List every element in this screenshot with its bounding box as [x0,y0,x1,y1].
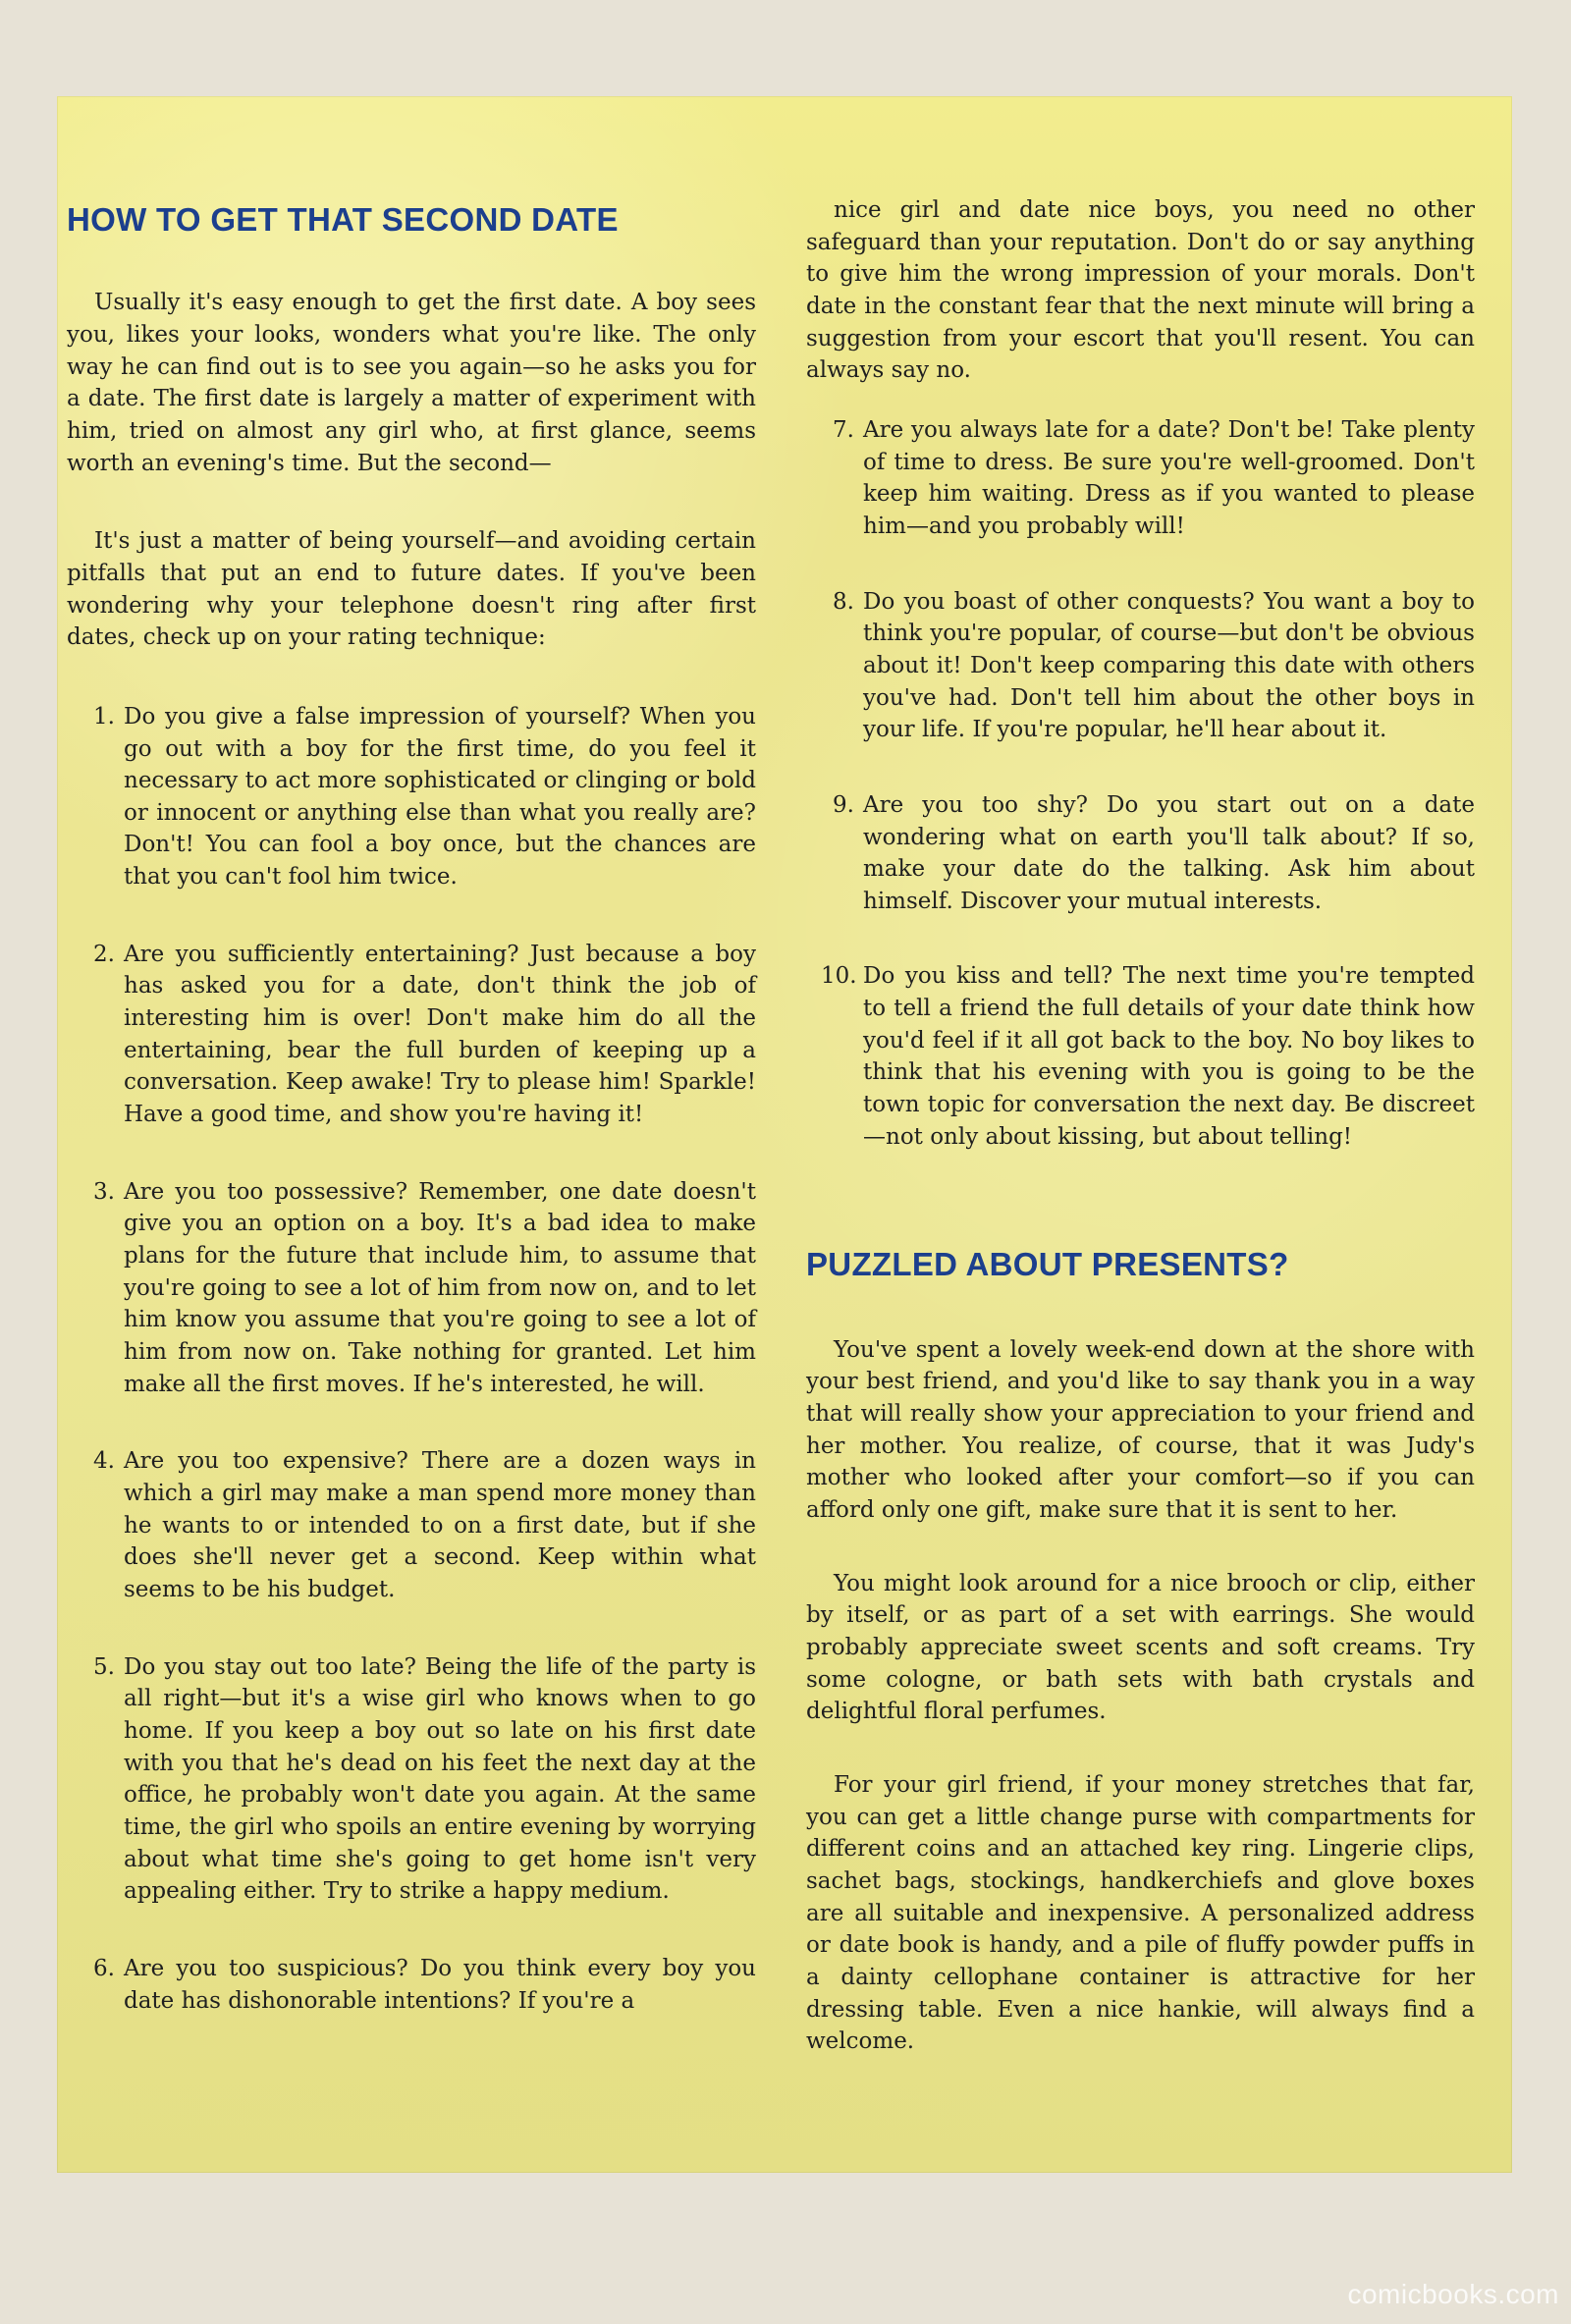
tip-text: Do you kiss and tell? The next time you're tempted to tell a friend the full details of your date think how you'd feel if it all got back to the boy. No boy likes to think that his evening with you is going to be the town topic for conversation the next day. Be discreet—not only about kissing, but about telling! [863,963,1475,1150]
tip-number: 1. [93,703,115,730]
magazine-page [57,96,1512,2173]
dating-tips-list-left [67,701,756,2017]
left-column [67,202,756,2017]
tip-text: Are you too expensive? There are a dozen ways in which a girl may make a man spend more money than he wants to or intended to on a first date, but if she does she'll never get a second. Keep within what seems to be his budget. [124,1448,756,1602]
dating-tip-2 [67,939,756,1131]
second-date-title: HOW TO GET THAT SECOND DATE [67,201,619,238]
tip-text: Do you give a false impression of yourself? When you go out with a boy for the first time, do you feel it necessary to act more sophisticated or clinging or bold or innocent or anything else than what you really are? Don't! You can fool a boy once, but the chances are that you can't fool him twice. [124,703,756,891]
tip-6-continuation: nice girl and date nice boys, you need no other safeguard than your reputation. Don't do or say anything to give him the wrong impression of your morals. Don't date in the constant fear that the next minute will bring a suggestion from your escort that you'll resent. You can always say no. [806,197,1475,384]
presents-paragraph-2: You might look around for a nice brooch or clip, either by itself, or as part of a set with earrings. She would probably appreciate sweet scents and soft creams. Try some cologne, or bath sets with bath crystals and delightful floral perfumes. [806,1570,1475,1725]
tip-text: Are you too possessive? Remember, one date doesn't give you an option on a boy. It's a bad idea to make plans for the future that include him, to assume that you're going to see a lot of him from now on, and to let him know you assume that you're going to see a lot of him from now on. Take nothing for granted. Let him make all the first moves. If he's interested, he will. [124,1178,756,1397]
tip-number: 9. [833,791,854,818]
dating-tip-6 [67,1953,756,2017]
tip-text: Are you too shy? Do you start out on a date wondering what on earth you'll talk about? If so, make your date do the talking. Ask him about himself. Discover your mutual interests. [863,791,1475,914]
tip-text: Do you stay out too late? Being the life of the party is all right—but it's a wise girl who knows when to go home. If you keep a boy out so late on his first date with you that he's dead on his feet the next day at the office, he probably won't date you again. At the same time, the girl who spoils an entire evening by worrying about what time she's going to get home isn't very appealing either. Try to strike a happy medium. [124,1653,756,1905]
dating-tip-3 [67,1176,756,1401]
tip-number: 10. [821,963,857,990]
tip-text: Are you too suspicious? Do you think every boy you date has dishonorable intentions? If you're a [124,1955,756,2014]
intro-paragraph-2: It's just a matter of being yourself—and avoiding certain pitfalls that put an end to future dates. If you've been wondering why your telephone doesn't ring after first dates, check up on your rating technique: [67,528,756,651]
tip-number: 6. [93,1955,115,1981]
dating-tip-8 [806,586,1475,746]
tip-number: 3. [93,1178,115,1205]
tip-number: 8. [833,588,854,615]
tip-number: 7. [833,416,854,443]
tip-text: Are you always late for a date? Don't be! Take plenty of time to dress. Be sure you're well-groomed. Don't keep him waiting. Dress as if you wanted to please him—and you probably will! [863,416,1475,539]
tip-number: 4. [93,1448,115,1475]
dating-tip-9 [806,789,1475,918]
tip-number: 5. [93,1653,115,1680]
presents-section [806,1247,1475,2057]
dating-tip-7 [806,414,1475,543]
dating-tips-list-right [806,414,1475,1153]
tip-text: Are you sufficiently entertaining? Just because a boy has asked you for a date, don't think the job of interesting him is over! Don't make him do all the entertaining, bear the full burden of keeping up a conversation. Keep awake! Try to please him! Sparkle! Have a good time, and show you're having it! [124,941,756,1128]
dating-tip-4 [67,1445,756,1605]
presents-paragraph-3: For your girl friend, if your money stretches that far, you can get a little change purse with compartments for different coins and an attached key ring. Lingerie clips, sachet bags, stockings, handkerchiefs and glove boxes are all suitable and inexpensive. A personalized address or date book is handy, and a pile of fluffy powder puffs in a dainty cellophane container is attractive for her dressing table. Even a nice hankie, will always find a welcome. [806,1771,1475,2055]
presents-paragraph-1: You've spent a lovely week-end down at the shore with your best friend, and you'd like to say thank you in a way that will really show your appreciation to your friend and her mother. You realize, of course, that it was Judy's mother who looked after your comfort—so if you can afford only one gift, make sure that it is sent to her. [806,1336,1475,1523]
site-watermark: comicbooks.com [1347,2279,1559,2309]
dating-tip-1 [67,701,756,893]
right-column [806,197,1475,2058]
tip-number: 2. [93,941,115,967]
intro-paragraph-1: Usually it's easy enough to get the first date. A boy sees you, likes your looks, wonders what you're like. The only way he can find out is to see you again—so he asks you for a date. The first date is largely a matter of experiment with him, tried on almost any girl who, at first glance, seems worth an evening's time. But the second— [67,290,756,476]
dating-tip-10 [806,960,1475,1153]
dating-tip-5 [67,1651,756,1908]
tip-text: Do you boast of other conquests? You want a boy to think you're popular, of course—but don't be obvious about it! Don't keep comparing this date with others you've had. Don't tell him about the other boys in your life. If you're popular, he'll hear about it. [863,588,1475,743]
presents-title: PUZZLED ABOUT PRESENTS? [806,1246,1289,1283]
